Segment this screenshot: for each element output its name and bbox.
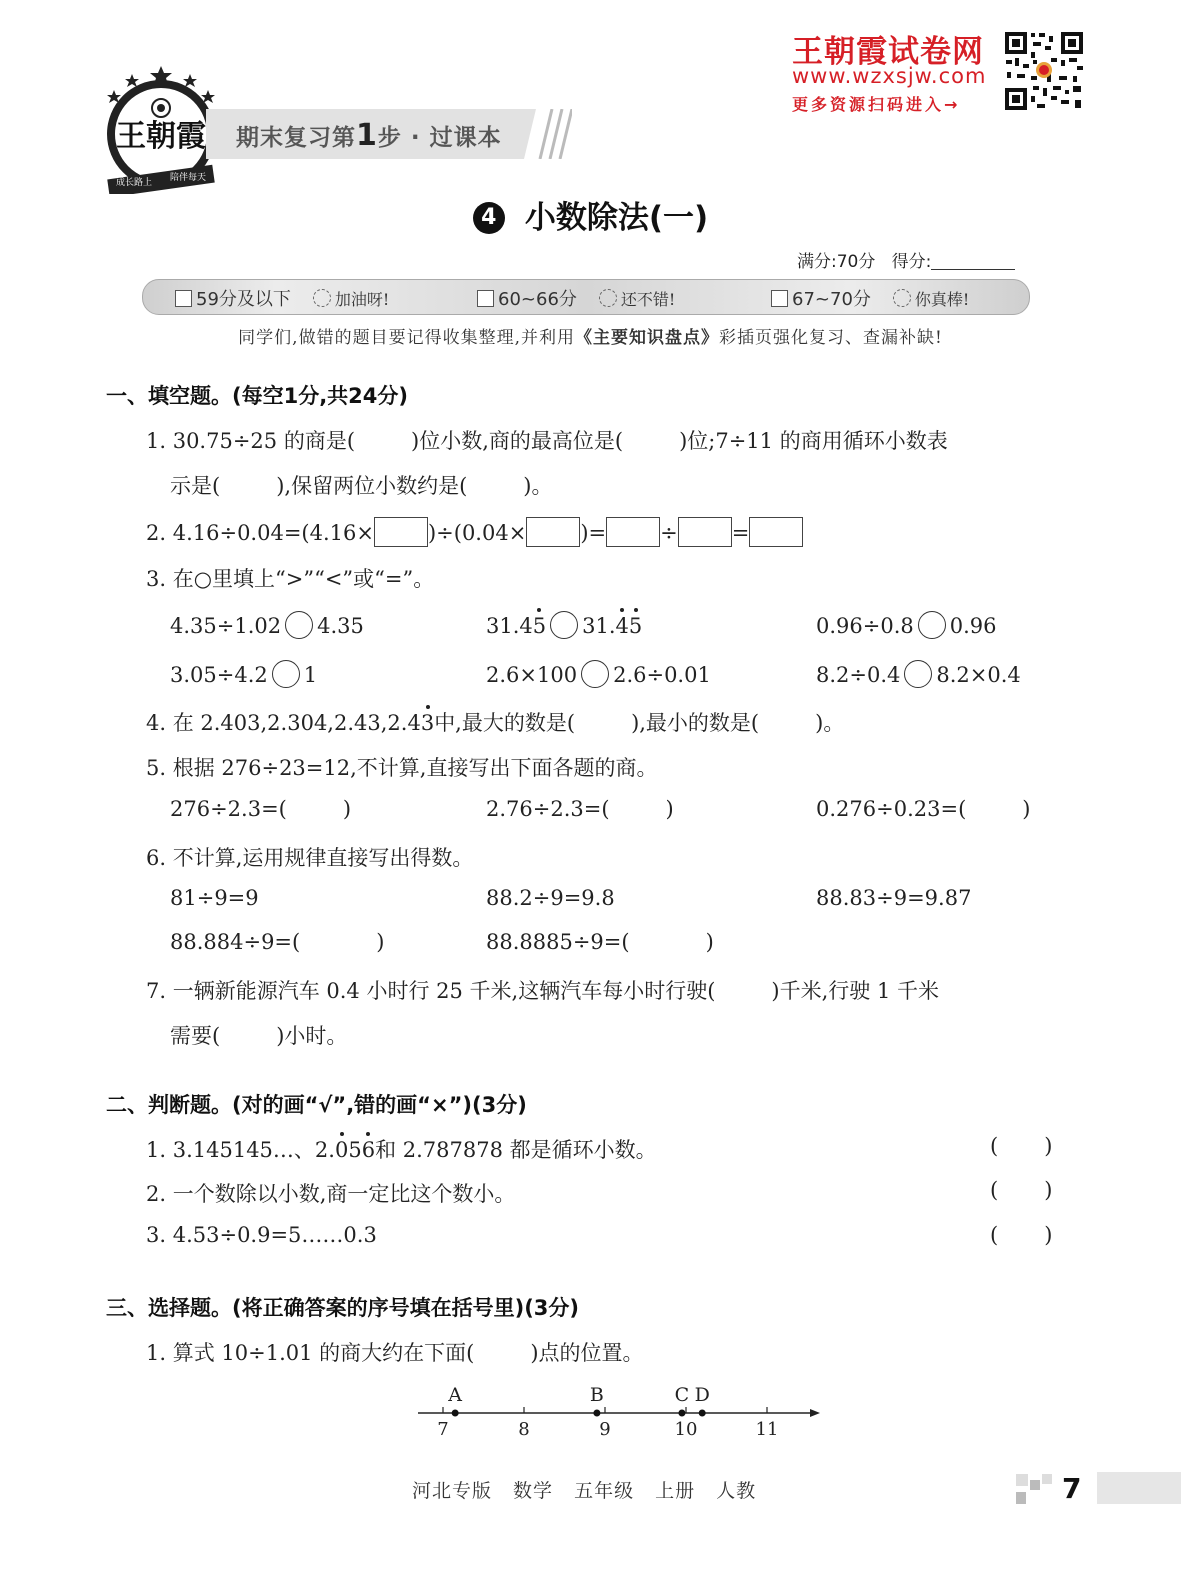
number-line-tick-label: 10 [674, 1419, 698, 1440]
pattern-item: 88.8885÷9=( ) [486, 930, 714, 954]
compare-item: 3.05÷4.2 1 [170, 660, 317, 688]
compare-item: 31.45 31.45 [486, 611, 642, 639]
grade-scale-bar [142, 279, 1030, 315]
answer-box[interactable] [749, 517, 803, 547]
section-3-title: 三、选择题。(将正确答案的序号填在括号里)(3分) [106, 1296, 580, 1320]
judge-item-3: 3. 4.53÷0.9=5……0.3 [146, 1223, 377, 1247]
judge-item-1: 1. 3.145145…、2.056和 2.787878 都是循环小数。 [146, 1138, 657, 1162]
score-blank[interactable] [931, 253, 1015, 270]
compare-item: 2.6×100 2.6÷0.01 [486, 660, 711, 688]
compare-circle[interactable] [581, 660, 609, 688]
quotient-item: 276÷2.3=( ) [170, 797, 352, 821]
logo-motto-right: 陪伴每天 [169, 173, 207, 183]
answer-box[interactable] [606, 517, 660, 547]
grade-checkbox[interactable] [771, 290, 788, 307]
judge-answer-paren[interactable]: ( ) [990, 1178, 1053, 1202]
question-1-1: 1. 30.75÷25 的商是( )位小数,商的最高位是( )位;7÷11 的商用循环小数表 [146, 429, 948, 453]
answer-box[interactable] [374, 517, 428, 547]
quotient-item: 2.76÷2.3=( ) [486, 797, 674, 821]
compare-circle[interactable] [272, 660, 300, 688]
compare-item: 4.35÷1.02 4.35 [170, 611, 364, 639]
compare-circle[interactable] [285, 611, 313, 639]
pattern-item: 81÷9=9 [170, 886, 259, 910]
logo-text: 王朝霞 [116, 119, 206, 154]
pattern-item: 88.2÷9=9.8 [486, 886, 615, 910]
question-1-5: 5. 根据 276÷23=12,不计算,直接写出下面各题的商。 [146, 756, 658, 780]
section-2-title: 二、判断题。(对的画“√”,错的画“×”)(3分) [106, 1093, 527, 1117]
number-line-point-label: C [674, 1384, 690, 1406]
judge-answer-paren[interactable]: ( ) [990, 1223, 1053, 1247]
judge-item-2: 2. 一个数除以小数,商一定比这个数小。 [146, 1182, 516, 1206]
brand-logo-seal [102, 64, 220, 194]
number-line-point [452, 1410, 459, 1417]
question-1-7-cont: 需要( )小时。 [170, 1024, 348, 1048]
question-1-1-cont: 示是( ),保留两位小数约是( )。 [170, 474, 553, 498]
grade-item: 67~70分 你真棒! [771, 285, 969, 311]
page-title: 4 小数除法(一) [0, 192, 1181, 237]
number-line-point-label: B [589, 1384, 604, 1406]
compare-circle[interactable] [904, 660, 932, 688]
number-line-point [699, 1410, 706, 1417]
page-number: 7 [1062, 1472, 1082, 1505]
number-line-point-label: A [448, 1384, 463, 1406]
number-line [410, 1378, 830, 1448]
question-1-2: 2. 4.16÷0.04=(4.16× )÷(0.04× )= ÷ = [146, 517, 803, 547]
question-1-4: 4. 在 2.403,2.304,2.43,2.43中,最大的数是( ),最小的数是( )。 [146, 711, 845, 735]
number-line-tick-label: 11 [755, 1419, 779, 1440]
banner-title: 期末复习第1步 · 过课本 [236, 118, 502, 153]
grade-item: 59分及以下 加油呀! [175, 285, 389, 311]
pattern-item: 88.884÷9=( ) [170, 930, 385, 954]
answer-box[interactable] [526, 517, 580, 547]
smiley-icon [313, 289, 331, 307]
number-line-point [593, 1410, 600, 1417]
qr-code-icon[interactable] [1003, 30, 1085, 112]
quotient-item: 0.276÷0.23=( ) [816, 797, 1031, 821]
smiley-icon [893, 289, 911, 307]
compare-item: 0.96÷0.8 0.96 [816, 611, 997, 639]
smiley-icon [599, 289, 617, 307]
number-line-arrow [810, 1409, 820, 1417]
choice-item-1: 1. 算式 10÷1.01 的商大约在下面( )点的位置。 [146, 1341, 644, 1365]
grade-item: 60~66分 还不错! [477, 285, 675, 311]
footer-decoration [1016, 1474, 1058, 1506]
logo-motto-left: 成长路上 [115, 178, 153, 188]
grade-checkbox[interactable] [175, 290, 192, 307]
brand-name: 王朝霞试卷网 [792, 34, 984, 70]
score-line: 满分:70分 得分: [797, 247, 1015, 272]
question-1-3: 3. 在○里填上“>”“<”或“=”。 [146, 567, 435, 591]
brand-more-link[interactable]: 更多资源扫码进入→ [792, 95, 961, 114]
footer-edition: 河北专版 数学 五年级 上册 人教 [412, 1480, 757, 1502]
question-1-6: 6. 不计算,运用规律直接写出得数。 [146, 846, 474, 870]
judge-answer-paren[interactable]: ( ) [990, 1134, 1053, 1158]
answer-box[interactable] [678, 517, 732, 547]
compare-circle[interactable] [550, 611, 578, 639]
brand-url[interactable]: www.wzxsjw.com [792, 64, 987, 88]
number-line-tick-label: 7 [437, 1419, 449, 1440]
pattern-item: 88.83÷9=9.87 [816, 886, 972, 910]
compare-item: 8.2÷0.4 8.2×0.4 [816, 660, 1021, 688]
number-line-point [678, 1410, 685, 1417]
unit-number-badge: 4 [473, 202, 505, 234]
number-line-tick-label: 8 [518, 1419, 530, 1440]
grade-checkbox[interactable] [477, 290, 494, 307]
number-line-tick-label: 9 [599, 1419, 611, 1440]
notice-text: 同学们,做错的题目要记得收集整理,并利用《主要知识盘点》彩插页强化复习、查漏补缺! [238, 328, 943, 348]
number-line-point-label: D [694, 1384, 710, 1406]
question-1-7: 7. 一辆新能源汽车 0.4 小时行 25 千米,这辆汽车每小时行驶( )千米,行驶 1 千米 [146, 979, 939, 1003]
compare-circle[interactable] [918, 611, 946, 639]
footer-bar [1097, 1472, 1181, 1504]
section-1-title: 一、填空题。(每空1分,共24分) [106, 384, 409, 408]
